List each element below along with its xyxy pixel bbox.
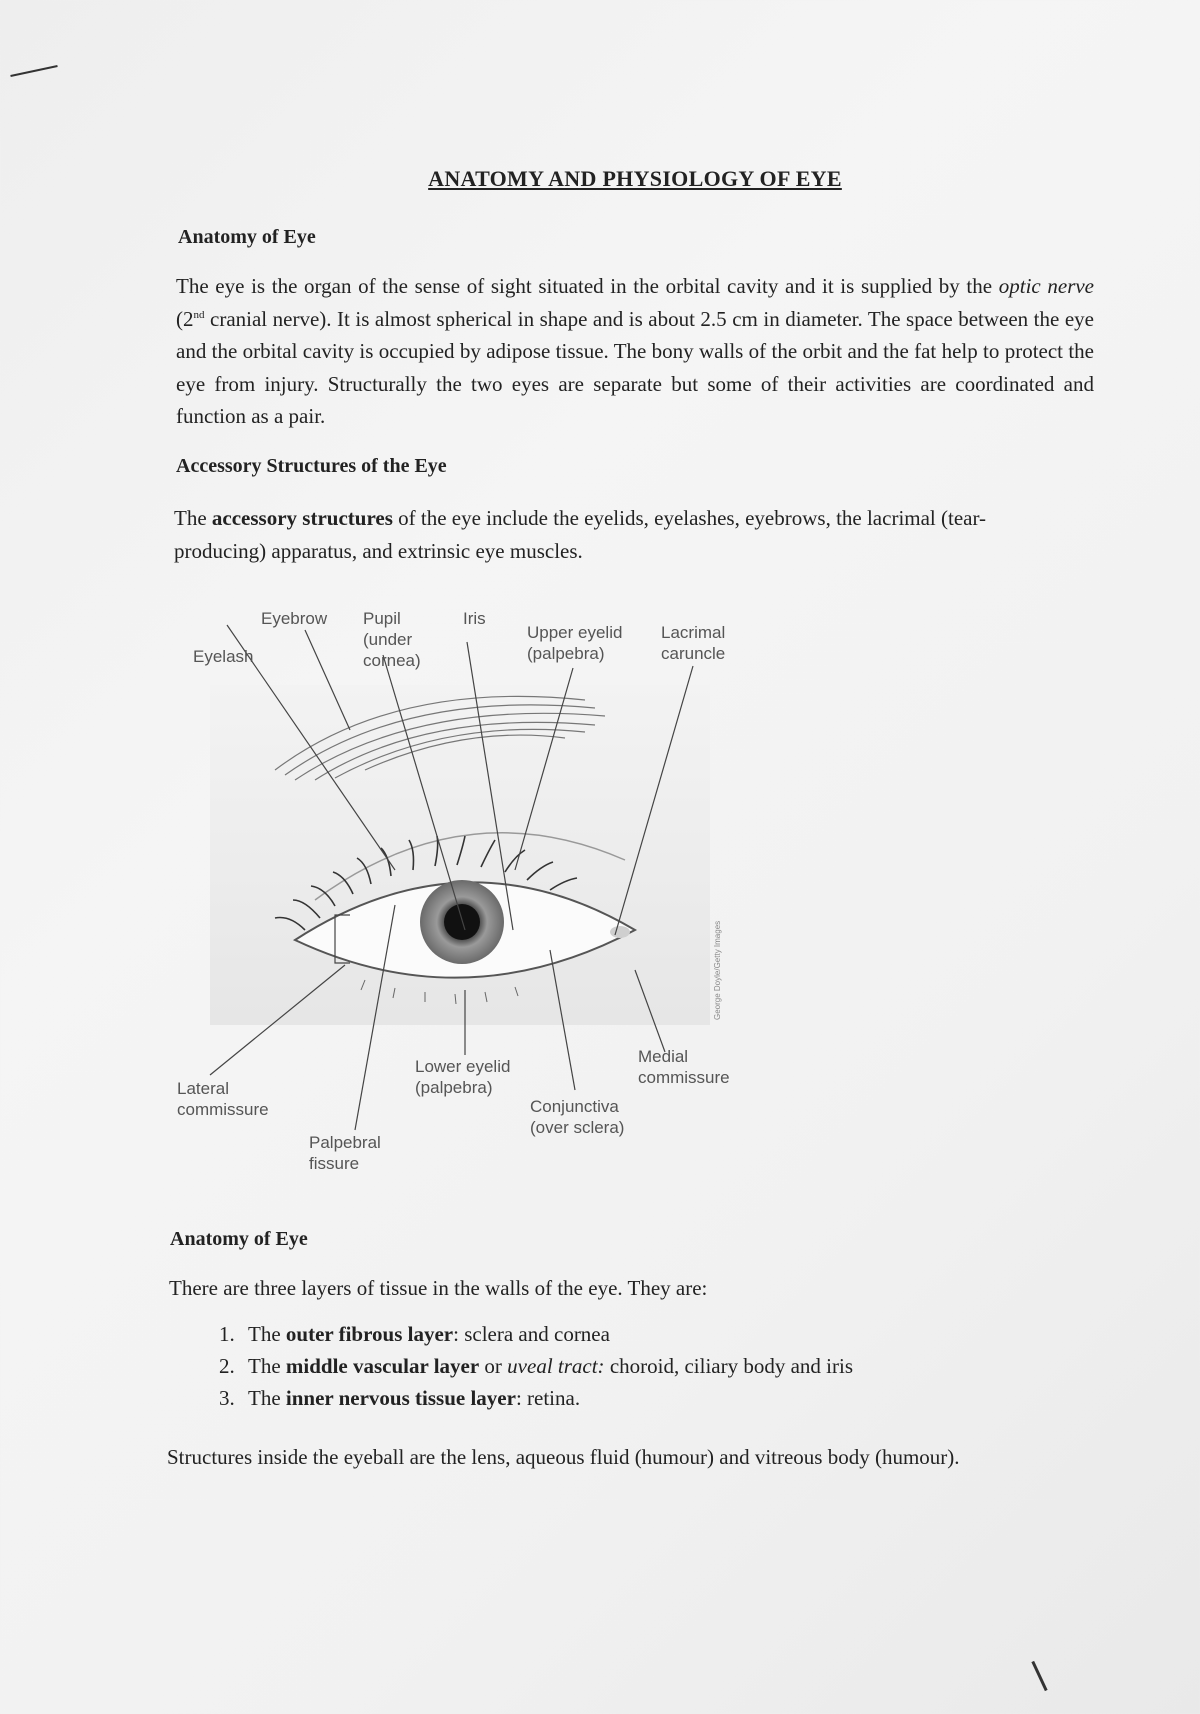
label-iris: Iris bbox=[463, 609, 486, 628]
text-segment: : sclera and cornea bbox=[453, 1322, 610, 1346]
text-segment: : retina. bbox=[515, 1386, 581, 1410]
label-eyebrow: Eyebrow bbox=[261, 609, 328, 628]
label-lower-eyelid: Lower eyelid (palpebra) bbox=[415, 1057, 511, 1097]
image-credit: George Doyle/Getty Images bbox=[713, 920, 722, 1020]
list-item bbox=[240, 1318, 853, 1350]
list-item bbox=[240, 1382, 853, 1414]
label-upper-eyelid: Upper eyelid (palpebra) bbox=[527, 623, 623, 663]
label-pupil: Pupil (under cornea) bbox=[363, 609, 421, 670]
caruncle-drawing bbox=[610, 926, 630, 938]
text-segment: of the eye include the eyelids, eyelashes, eyebrows, the lacrimal (tear-producing) apparatus, and extrinsic eye muscles. bbox=[174, 506, 987, 563]
label-lacrimal-caruncle: Lacrimal caruncle bbox=[661, 623, 726, 663]
text-bold: inner nervous tissue layer bbox=[285, 1386, 516, 1410]
paragraph-eye-intro bbox=[176, 270, 1094, 433]
scan-mark bbox=[1031, 1661, 1047, 1691]
section-heading-anatomy-2: Anatomy of Eye bbox=[170, 1228, 308, 1250]
scan-mark bbox=[10, 65, 57, 77]
text-bold: middle vascular layer bbox=[285, 1354, 480, 1378]
paragraph-layers-intro: There are three layers of tissue in the walls of the eye. They are: bbox=[169, 1276, 708, 1300]
paragraph-accessory bbox=[174, 502, 1064, 567]
text-segment: choroid, ciliary body and iris bbox=[604, 1354, 854, 1378]
text-segment: The bbox=[248, 1322, 286, 1346]
text-segment: (2 bbox=[176, 306, 194, 331]
label-medial-commissure: Medial commissure bbox=[638, 1047, 730, 1087]
text-segment: The eye is the organ of the sense of sight situated in the orbital cavity and it is supplied by the bbox=[176, 274, 999, 298]
section-heading-accessory: Accessory Structures of the Eye bbox=[176, 455, 447, 477]
text-optic-nerve: optic nerve bbox=[998, 274, 1095, 298]
text-segment: The bbox=[174, 506, 212, 530]
text-superscript: nd bbox=[193, 308, 205, 321]
text-segment: cranial nerve). It is almost spherical in shape and is about 2.5 cm in diameter. The space between the eye and the orbital cavity is occupied by adipose tissue. The bony walls of the orbit and the fat help to protect the eye from injury. Structurally the two eyes are separate but some of their activities are coordinated and function as a pair. bbox=[176, 306, 1094, 428]
paragraph-structures-inside: Structures inside the eyeball are the lens, aqueous fluid (humour) and vitreous body (humour). bbox=[167, 1445, 960, 1469]
layers-list bbox=[200, 1318, 853, 1414]
text-segment: The bbox=[248, 1354, 286, 1378]
text-segment: The bbox=[248, 1386, 286, 1410]
text-bold: outer fibrous layer bbox=[285, 1322, 454, 1346]
text-accessory-structures: accessory structures bbox=[211, 506, 393, 530]
label-lateral-commissure: Lateral commissure bbox=[177, 1079, 269, 1119]
label-conjunctiva: Conjunctiva (over sclera) bbox=[530, 1097, 625, 1137]
label-eyelash: Eyelash bbox=[193, 647, 254, 666]
eye-figure bbox=[165, 600, 765, 1180]
section-heading-anatomy: Anatomy of Eye bbox=[178, 226, 316, 248]
page-title: ANATOMY AND PHYSIOLOGY OF EYE bbox=[428, 166, 842, 191]
list-item bbox=[240, 1350, 853, 1382]
label-palpebral-fissure: Palpebral fissure bbox=[309, 1133, 381, 1173]
text-segment: or bbox=[479, 1354, 508, 1378]
text-italic: uveal tract: bbox=[507, 1354, 605, 1378]
